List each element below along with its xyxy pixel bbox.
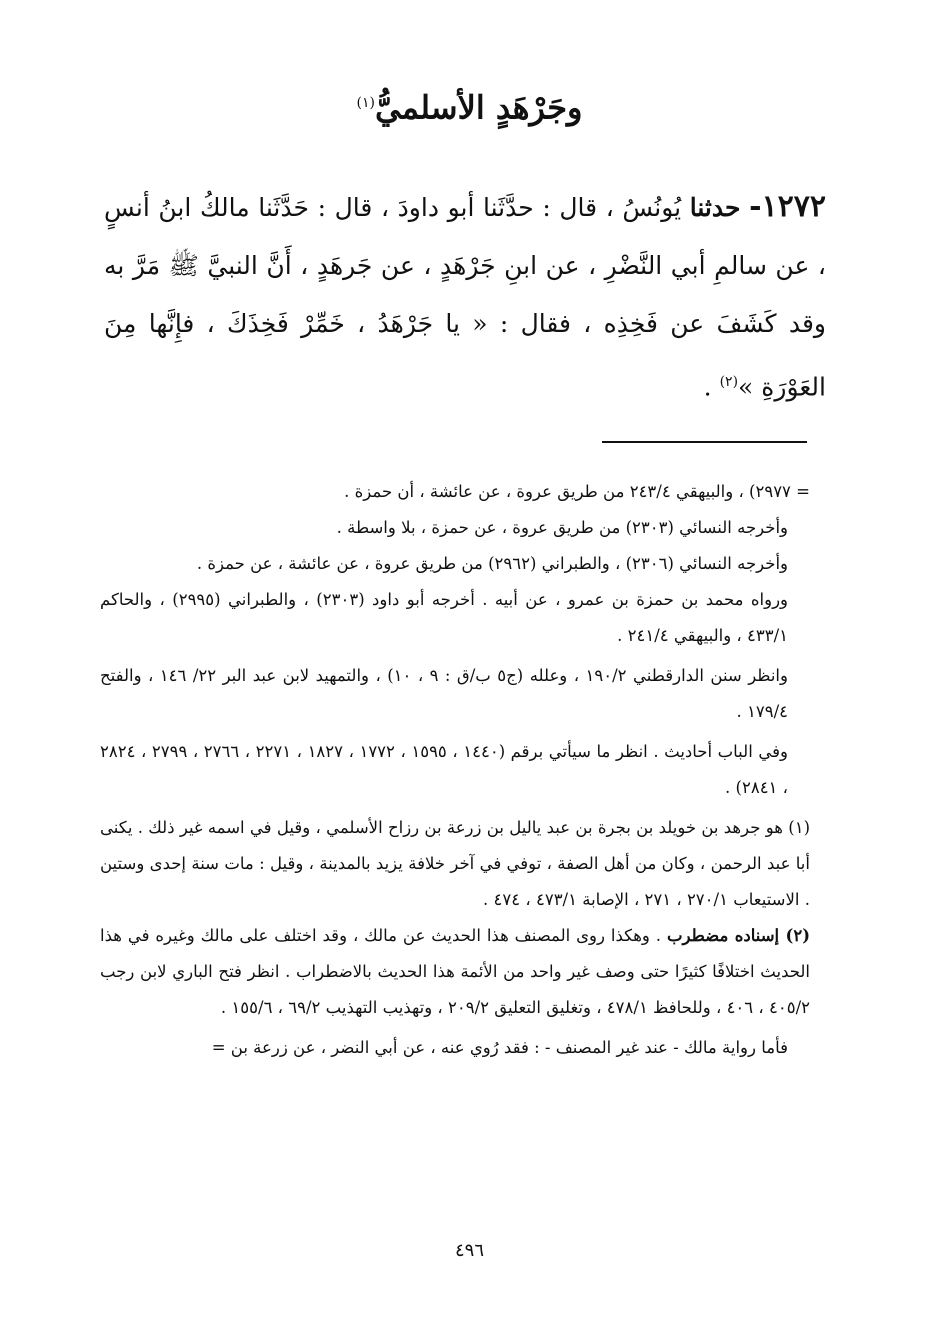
hadith-opening: حدثنا [689, 193, 741, 222]
footnote-1: (١) هو جرهد بن خويلد بن بجرة بن عبد ياليل بن زرعة بن رزاح الأسلمي ، وقيل في اسمه غير ذلك . يكنى أبا عبد الرحمن ، وكان من أهل الصفة ، توفي في آخر خلافة يزيد بالمدينة ، وقيل : مات سنة إحدى وستين . الاستيعاب ٢٧٠/١ ، ٢٧١ ، الإصابة ٤٧٣/١ ، ٤٧٤ . [100, 818, 810, 909]
hadith-footnote-ref: (٢) [719, 374, 739, 390]
footnote-bab: وفي الباب أحاديث . انظر ما سيأتي برقم (١٤٤٠ ، ١٥٩٥ ، ١٧٧٢ ، ١٨٢٧ ، ٢٢٧١ ، ٢٧٦٦ ، ٢٧٩٩ ، ٢٨٢٤ ، ٢٨٤١) . [100, 742, 788, 797]
footnote-separator [602, 441, 807, 443]
footnote-continuation: = ٢٩٧٧) ، والبيهقي ٢٤٣/٤ من طريق عروة ، عن عائشة ، أن حمزة . [344, 482, 810, 501]
footnote-2-text: . وهكذا روى المصنف هذا الحديث عن مالك ، وقد اختلف على مالك وغيره في هذا الحديث اختلافًا كثيرًا حتى وصف غير واحد من الأئمة هذا الحديث بالاضطراب . انظر فتح الباري لابن رجب ٤٠٥/٢ ، ٤٠٦ ، وللحافظ ٤٧٨/١ ، وتغليق التعليق ٢٠٩/٢ ، وتهذيب التهذيب ٦٩/٢ ، ١٥٥/٦ . [100, 926, 810, 1017]
footnote-muhammad-hamza: ورواه محمد بن حمزة بن عمرو ، عن أبيه . أخرجه أبو داود (٢٣٠٣) ، والطبراني (٢٩٩٥) ، والحاكم ٤٣٣/١ ، والبيهقي ٢٤١/٤ . [100, 590, 788, 645]
section-title: وجَرْهَدٍ الأسلميُّ [375, 88, 583, 127]
hadith-end: . [703, 372, 720, 402]
hadith-paragraph [104, 178, 826, 416]
hadith-body: يُونُسُ ، قال : حدَّثَنا أبو داودَ ، قال : حَدَّثَنا مالكُ ابنُ أنسٍ ، عن سالمِ أبي النَّضْرِ ، عن ابنِ جَرْهَدٍ ، عن جَرهَدٍ ، أَنَّ النبيَّ ﷺ مَرَّ به وقد كَشَفَ عن فَخِذِه ، فقال : « يا جَرْهَدُ ، خَمِّرْ فَخِذَكَ ، فإِنَّها مِنَ العَوْرَةِ » [104, 193, 826, 402]
footnote-daraqutni: وانظر سنن الدارقطني ١٩٠/٢ ، وعلله (ج٥ ب/ق : ٩ ، ١٠) ، والتمهيد لابن عبد البر ٢٢/ ١٤٦ ، والفتح ١٧٩/٤ . [100, 666, 788, 721]
footnote-nasai-2: وأخرجه النسائي (٢٣٠٦) ، والطبراني (٢٩٦٢) من طريق عروة ، عن عائشة ، عن حمزة . [196, 554, 788, 573]
footnotes [100, 474, 810, 1066]
hadith-number: ١٢٧٢- [749, 189, 826, 224]
section-heading [0, 78, 939, 133]
page-number: ٤٩٦ [454, 1240, 484, 1261]
footnote-2 [100, 918, 810, 1026]
hadith-text [104, 178, 826, 416]
footnote-2-label: (٢) إسناده مضطرب [666, 926, 811, 945]
heading-footnote-ref: (١) [356, 95, 376, 111]
footnote-nasai-1: وأخرجه النسائي (٢٣٠٣) من طريق عروة ، عن حمزة ، بلا واسطة . [336, 518, 788, 537]
footnote-malik-riwaya: فأما رواية مالك - عند غير المصنف - : فقد رُوي عنه ، عن أبي النضر ، عن زرعة بن = [211, 1038, 788, 1057]
